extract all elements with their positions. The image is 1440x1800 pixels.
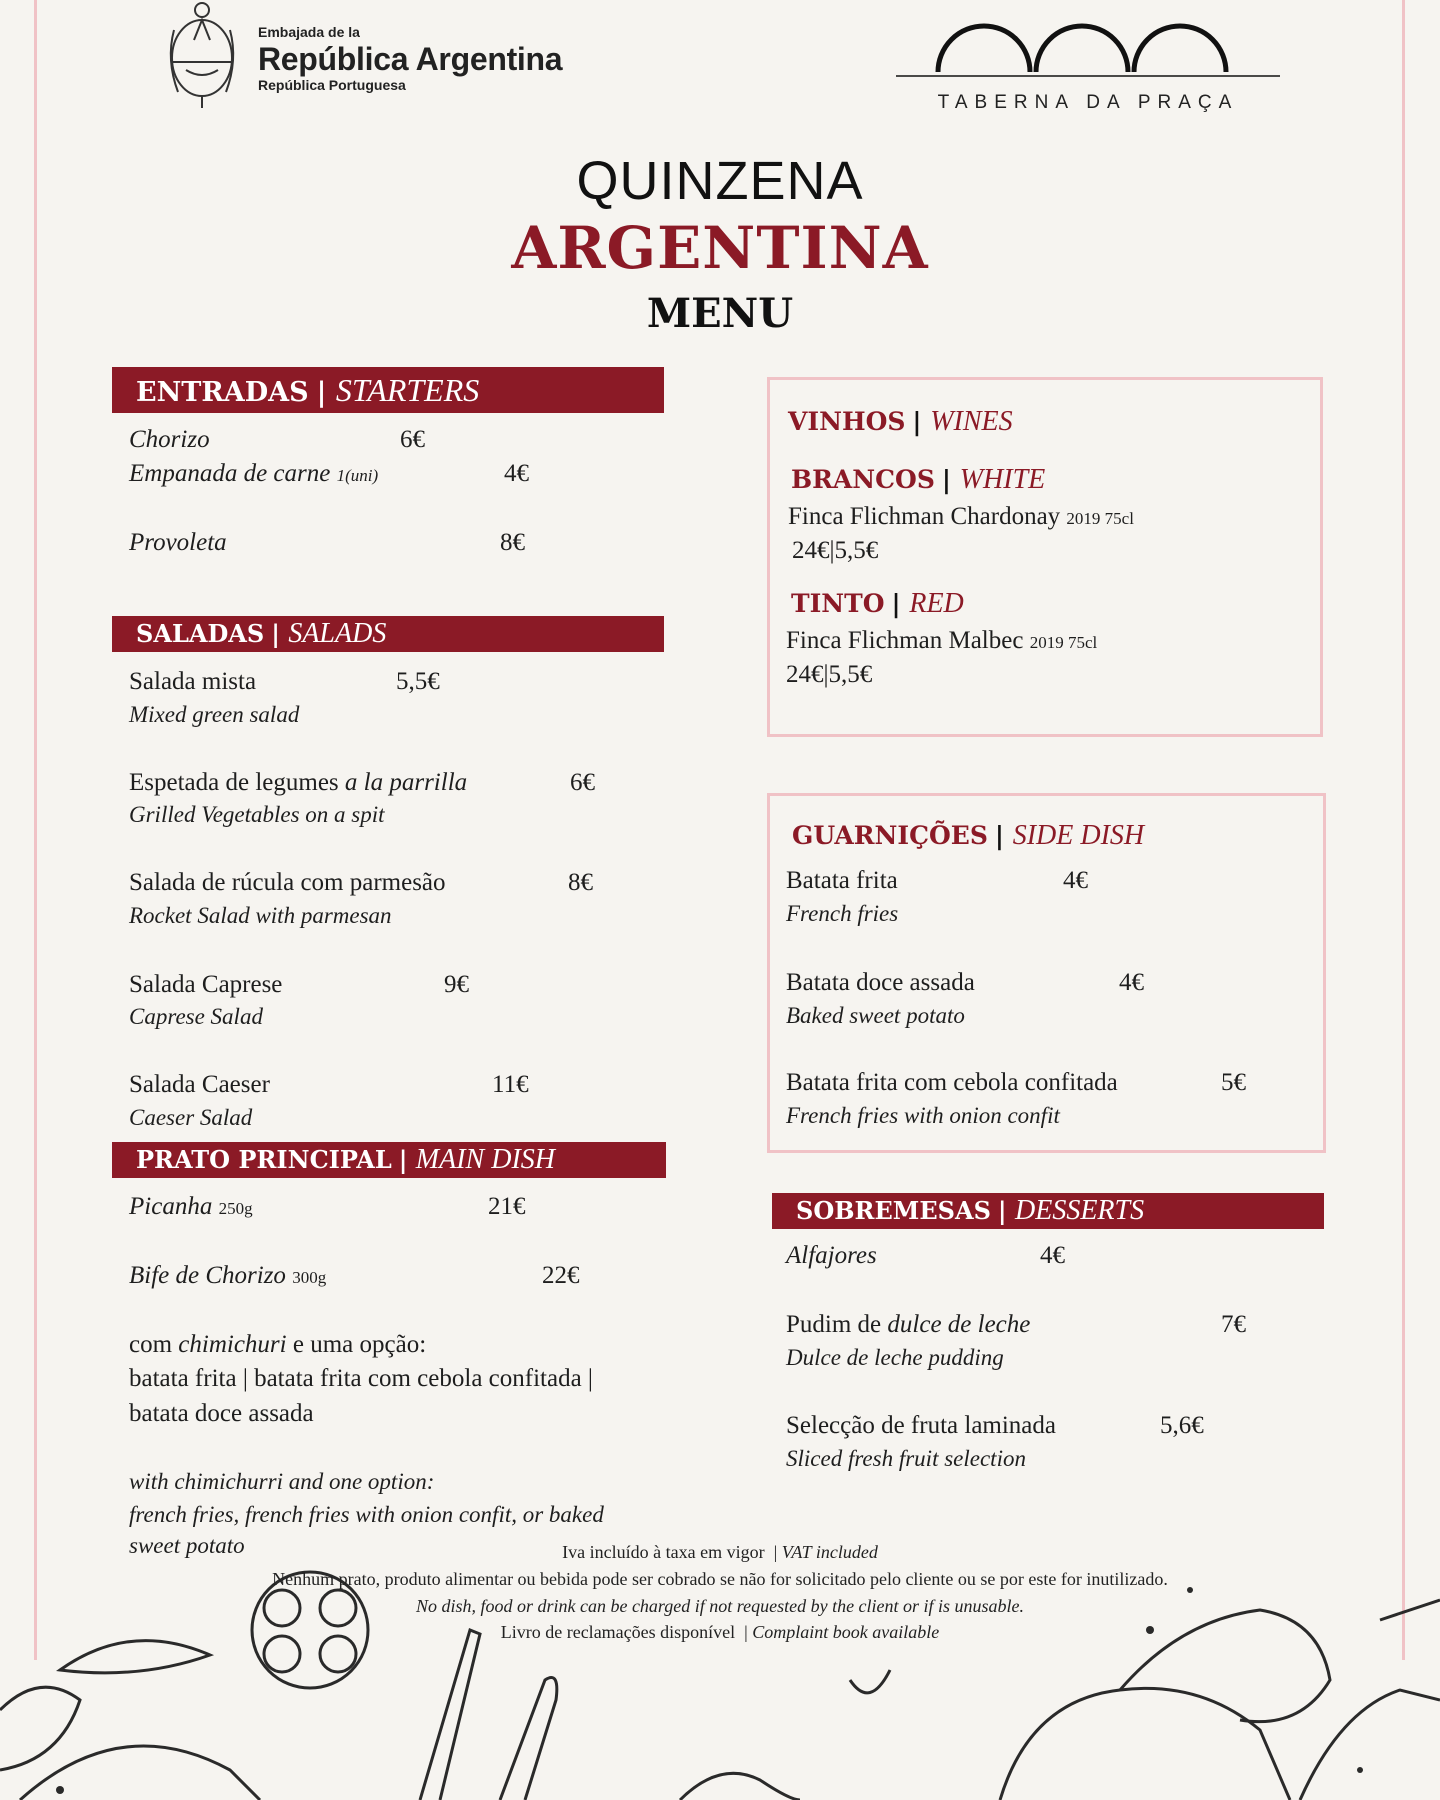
wines-red-pt: TINTO (791, 589, 885, 618)
wines-white-heading: BRANCOS | WHITE (791, 464, 1046, 495)
salad-item-name: Salada Caeser (129, 1071, 270, 1098)
main-item-price: 22€ (542, 1262, 580, 1289)
taberna-arches-logo-icon (896, 10, 1280, 80)
salad-item-desc: Rocket Salad with parmesan (129, 903, 392, 928)
wines-red-en: RED (909, 588, 964, 619)
footer-vat: Iva incluído à taxa em vigor | VAT included (562, 1542, 878, 1562)
starter-item-price: 6€ (400, 426, 425, 453)
salad-item-name-italic: a la parrilla (344, 769, 468, 796)
title-menu: MENU (646, 290, 794, 337)
wine-red-item (786, 626, 1097, 658)
main-item-note: 300g (292, 1268, 327, 1287)
side-item-name: Batata frita (786, 867, 898, 894)
dessert-item (786, 1310, 1030, 1340)
salad-item-name: Salada Caprese (129, 971, 283, 998)
salad-item-name: Salada de rúcula com parmesão (129, 869, 446, 896)
title-quinzena: QUINZENA (576, 151, 864, 211)
salad-item (129, 768, 467, 798)
dessert-item-price: 5,6€ (1160, 1412, 1204, 1439)
side-item-name: Batata doce assada (786, 969, 975, 996)
embassy-line3: República Portuguesa (258, 77, 406, 93)
main-options-en-line1: with chimichurri and one option: (129, 1469, 435, 1494)
side-item-price: 4€ (1119, 969, 1144, 996)
sides-heading: GUARNIÇÕES | SIDE DISH (792, 820, 1145, 851)
starter-item (129, 459, 378, 491)
dessert-item-price: 4€ (1040, 1242, 1065, 1269)
footer-notice-en: No dish, food or drink can be charged if not requested by the client or if is unusable. (415, 1596, 1025, 1616)
wine-red-price: 24€|5,5€ (786, 661, 873, 688)
main-dish-heading: PRATO PRINCIPAL | MAIN DISH (112, 1142, 666, 1178)
wines-heading-pt: VINHOS (788, 407, 906, 436)
main-item-note: 250g (218, 1199, 253, 1218)
title-argentina: ARGENTINA (511, 214, 929, 282)
starter-item-name: Empanada de carne (129, 460, 331, 487)
argentina-coat-of-arms-icon (164, 0, 240, 112)
desserts-heading-pt: SOBREMESAS (796, 1196, 991, 1225)
wine-red-note: 2019 75cl (1029, 633, 1098, 652)
main-options-pt-line1 (129, 1330, 426, 1360)
wine-white-note: 2019 75cl (1066, 509, 1134, 528)
wines-white-en: WHITE (959, 464, 1046, 495)
footer-notice-pt: Nenhum prato, produto alimentar ou bebida pode ser cobrado se não for solicitado pelo cliente ou se por este for inutilizado. (272, 1569, 1168, 1589)
salads-heading: SALADAS | SALADS (112, 616, 664, 652)
embassy-line2: República Argentina (258, 41, 563, 77)
dessert-item-price: 7€ (1221, 1311, 1246, 1338)
starter-item-price: 8€ (500, 529, 525, 556)
salad-item-name: Espetada de legumes (129, 769, 339, 796)
footer-complaint-en: Complaint book available (752, 1622, 940, 1642)
salad-item-price: 9€ (444, 971, 469, 998)
main-dish-heading-en: MAIN DISH (415, 1144, 555, 1175)
starter-item-price: 4€ (504, 460, 529, 487)
main-item-name: Bife de Chorizo (129, 1262, 286, 1289)
salad-item-price: 5,5€ (396, 668, 440, 695)
salad-item-desc: Caeser Salad (129, 1105, 253, 1130)
footer-complaint: Livro de reclamações disponível | Complaint book available (500, 1622, 940, 1642)
main-options-en-line3: sweet potato (129, 1533, 245, 1558)
main-item-price: 21€ (488, 1193, 526, 1220)
embassy-logo (258, 24, 562, 93)
starters-heading: ENTRADAS | STARTERS (112, 367, 664, 413)
starters-heading-pt: ENTRADAS (136, 377, 309, 408)
sides-heading-en: SIDE DISH (1012, 820, 1145, 851)
starter-item-name: Chorizo (129, 426, 210, 453)
salad-item-desc: Grilled Vegetables on a spit (129, 802, 385, 827)
main-options-pt-line3: batata doce assada (129, 1400, 314, 1427)
main-item-name: Picanha (129, 1193, 213, 1220)
side-item-price: 4€ (1063, 867, 1088, 894)
dessert-item-name: Selecção de fruta laminada (786, 1412, 1056, 1439)
dessert-item-name: Alfajores (786, 1242, 877, 1269)
wine-red-name: Finca Flichman Malbec (786, 627, 1024, 654)
side-item-price: 5€ (1221, 1069, 1246, 1096)
salad-item-price: 6€ (570, 769, 595, 796)
wines-white-pt: BRANCOS (791, 465, 935, 494)
main-item (129, 1192, 253, 1224)
wines-heading: VINHOS | WINES (788, 406, 1013, 437)
side-item-desc: French fries (786, 901, 899, 926)
salad-item-price: 8€ (568, 869, 593, 896)
embassy-line1: Embajada de la (258, 24, 360, 40)
main-options-pt-line2: batata frita | batata frita com cebola confitada | (129, 1365, 593, 1392)
main-options-pt-italic: chimichuri (178, 1331, 287, 1358)
salad-item-name: Salada mista (129, 668, 257, 695)
side-item-name: Batata frita com cebola confitada (786, 1069, 1118, 1096)
restaurant-name: TABERNA DA PRAÇA (937, 92, 1239, 113)
main-dish-heading-pt: PRATO PRINCIPAL (136, 1145, 392, 1174)
footer-vat-pt: Iva incluído à taxa em vigor (562, 1542, 765, 1562)
side-item-desc: French fries with onion confit (786, 1103, 1060, 1128)
wine-white-name: Finca Flichman Chardonay (788, 503, 1061, 530)
sides-heading-pt: GUARNIÇÕES (792, 821, 988, 850)
salad-item-price: 11€ (492, 1071, 529, 1098)
footer-complaint-pt: Livro de reclamações disponível (500, 1622, 736, 1642)
salads-heading-pt: SALADAS (136, 619, 265, 648)
salad-item-desc: Mixed green salad (129, 702, 300, 727)
wines-red-heading: TINTO | RED (791, 588, 964, 619)
wine-white-item (788, 502, 1134, 534)
dessert-item-desc: Sliced fresh fruit selection (786, 1446, 1026, 1471)
desserts-heading: SOBREMESAS | DESSERTS (772, 1193, 1324, 1229)
main-options-pt-prefix: com (129, 1331, 173, 1358)
footer-vat-en: VAT included (781, 1542, 878, 1562)
dessert-item-name-italic: dulce de leche (887, 1311, 1031, 1338)
dessert-item-name: Pudim de (786, 1311, 882, 1338)
wine-white-price: 24€|5,5€ (792, 537, 879, 564)
salads-heading-en: SALADS (288, 618, 387, 649)
main-options-pt-suffix: e uma opção: (292, 1331, 427, 1358)
side-item-desc: Baked sweet potato (786, 1003, 965, 1028)
dessert-item-desc: Dulce de leche pudding (786, 1345, 1004, 1370)
starters-heading-en: STARTERS (335, 372, 480, 408)
desserts-heading-en: DESSERTS (1015, 1195, 1145, 1226)
starter-item-note: 1(uni) (336, 466, 379, 485)
starter-item-name: Provoleta (129, 529, 227, 556)
main-item (129, 1261, 326, 1293)
wines-heading-en: WINES (930, 406, 1013, 437)
main-options-en-line2: french fries, french fries with onion confit, or baked (129, 1502, 604, 1527)
salad-item-desc: Caprese Salad (129, 1004, 263, 1029)
